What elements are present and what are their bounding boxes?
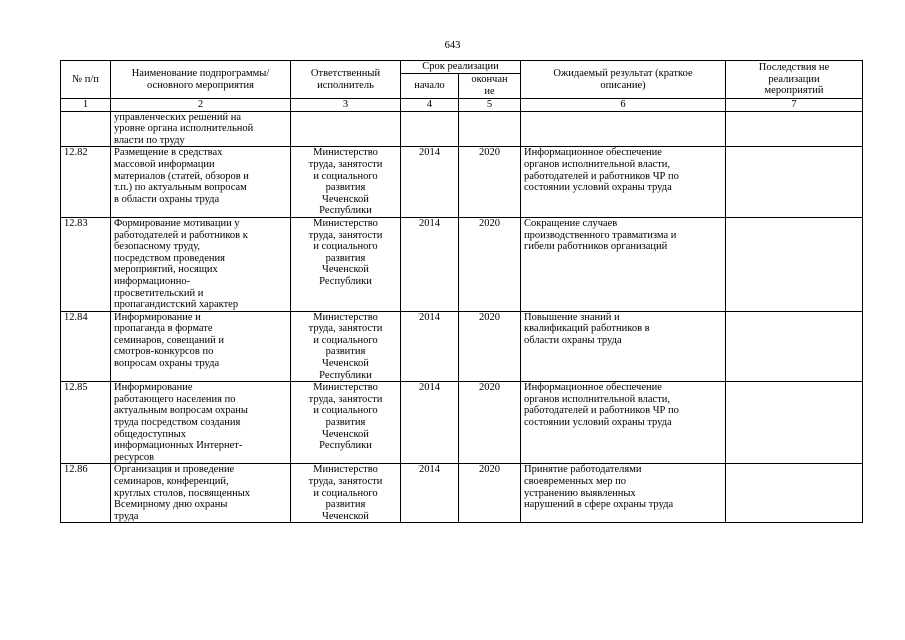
- row-number: 12.83: [61, 217, 111, 311]
- column-number: 1: [61, 99, 111, 112]
- row-number: 12.82: [61, 147, 111, 218]
- measure-name: Организация и проведение семинаров, конференций, круглых столов, посвященных Всемирному дню охраны труда: [111, 464, 291, 523]
- measure-name: Информирование и пропаганда в формате семинаров, совещаний и смотров-конкурсов по вопросам охраны труда: [111, 311, 291, 382]
- table-row: [61, 147, 863, 218]
- header-period-group: Срок реализации: [401, 61, 521, 74]
- header-col-consequences: Последствия не реализации мероприятий: [726, 61, 863, 99]
- expected-result: Повышение знаний и квалификаций работников в области охраны труда: [521, 311, 726, 382]
- end-year: 2020: [459, 311, 521, 382]
- table-row: [61, 217, 863, 311]
- expected-result: Принятие работодателями своевременных мер по устранению выявленных нарушений в сфере охраны труда: [521, 464, 726, 523]
- measure-name: Размещение в средствах массовой информации материалов (статей, обзоров и т.п.) по актуальным вопросам в области охраны труда: [111, 147, 291, 218]
- expected-result: Сокращение случаев производственного травматизма и гибели работников организаций: [521, 217, 726, 311]
- header-col-number: № п/п: [61, 61, 111, 99]
- end-year: 2020: [459, 464, 521, 523]
- measure-name: Формирование мотивации у работодателей и работников к безопасному труду, посредством проведения мероприятий, носящих информационно- просветительский и пропагандистский характер: [111, 217, 291, 311]
- consequences: [726, 311, 863, 382]
- end-year: 2020: [459, 382, 521, 464]
- table-body: [61, 111, 863, 523]
- column-number: 4: [401, 99, 459, 112]
- row-number: 12.86: [61, 464, 111, 523]
- start-year: 2014: [401, 311, 459, 382]
- column-number: 2: [111, 99, 291, 112]
- column-numbers-row: [61, 99, 863, 112]
- start-year: [401, 111, 459, 147]
- table-row: [61, 111, 863, 147]
- expected-result: Информационное обеспечение органов исполнительной власти, работодателей и работников ЧР по состоянии условий охраны труда: [521, 382, 726, 464]
- consequences: [726, 111, 863, 147]
- table-row: [61, 311, 863, 382]
- column-number: 5: [459, 99, 521, 112]
- header-col-executor: Ответственный исполнитель: [291, 61, 401, 99]
- consequences: [726, 382, 863, 464]
- responsible-executor: [291, 111, 401, 147]
- header-col-name: Наименование подпрограммы/ основного мероприятия: [111, 61, 291, 99]
- row-number: [61, 111, 111, 147]
- consequences: [726, 464, 863, 523]
- start-year: 2014: [401, 464, 459, 523]
- row-number: 12.85: [61, 382, 111, 464]
- responsible-executor: Министерство труда, занятости и социального развития Чеченской Республики: [291, 147, 401, 218]
- measure-name: управленческих решений на уровне органа исполнительной власти по труду: [111, 111, 291, 147]
- end-year: [459, 111, 521, 147]
- table-row: [61, 382, 863, 464]
- start-year: 2014: [401, 217, 459, 311]
- column-number: 3: [291, 99, 401, 112]
- page-number: 643: [444, 40, 461, 51]
- responsible-executor: Министерство труда, занятости и социального развития Чеченской Республики: [291, 382, 401, 464]
- measure-name: Информирование работающего населения по актуальным вопросам охраны труда посредством создания общедоступных информационных Интернет- ресурсов: [111, 382, 291, 464]
- table-row: [61, 464, 863, 523]
- expected-result: Информационное обеспечение органов исполнительной власти, работодателей и работников ЧР по состоянии условий охраны труда: [521, 147, 726, 218]
- end-year: 2020: [459, 217, 521, 311]
- column-number: 7: [726, 99, 863, 112]
- header-col-start: начало: [401, 74, 459, 99]
- responsible-executor: Министерство труда, занятости и социального развития Чеченской Республики: [291, 217, 401, 311]
- header-col-end: окончан ие: [459, 74, 521, 99]
- consequences: [726, 147, 863, 218]
- column-number: 6: [521, 99, 726, 112]
- responsible-executor: Министерство труда, занятости и социального развития Чеченской Республики: [291, 311, 401, 382]
- end-year: 2020: [459, 147, 521, 218]
- expected-result: [521, 111, 726, 147]
- start-year: 2014: [401, 382, 459, 464]
- measures-table: [60, 60, 863, 523]
- start-year: 2014: [401, 147, 459, 218]
- row-number: 12.84: [61, 311, 111, 382]
- header-col-result: Ожидаемый результат (краткое описание): [521, 61, 726, 99]
- consequences: [726, 217, 863, 311]
- responsible-executor: Министерство труда, занятости и социального развития Чеченской: [291, 464, 401, 523]
- table-header: [61, 61, 863, 112]
